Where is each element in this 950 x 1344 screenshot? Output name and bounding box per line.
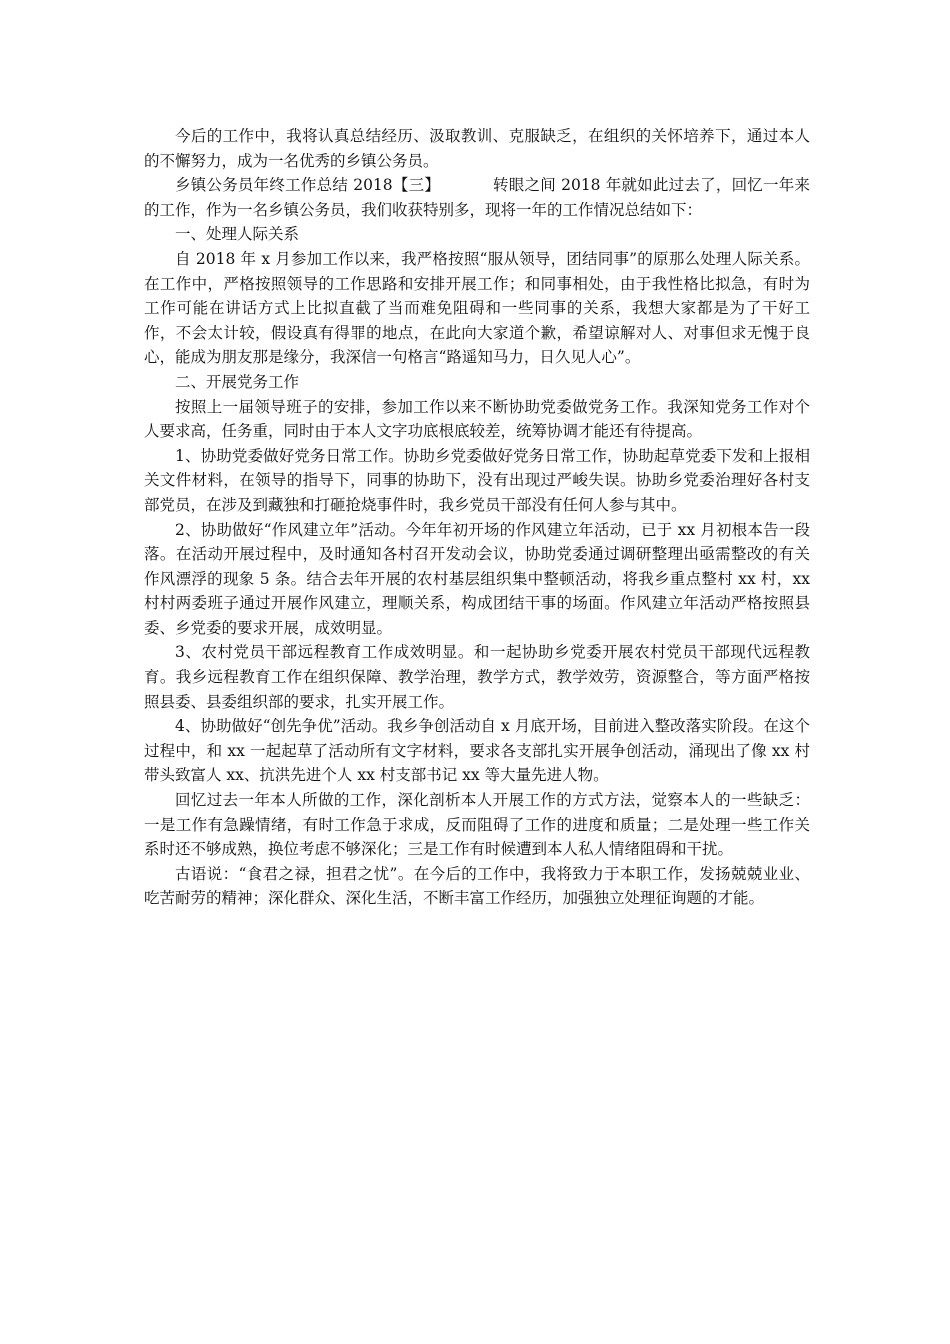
paragraph-conclusion: 古语说：“食君之禄，担君之忧”。在今后的工作中，我将致力于本职工作，发扬兢兢业业、吃苦耐劳的精神；深化群众、深化生活，不断丰富工作经历，加强独立处理征询题的才能。 — [144, 864, 810, 908]
paragraph-item-2: 2、协助做好“作风建立年”活动。今年年初开场的作风建立年活动，已于 xx 月初根本告一段落。在活动开展过程中，及时通知各村召开发动会议，协助党委通过调研整理出亟需整改的有关作风漂浮的现象 5 条。结合去年开展的农村基层组织集中整顿活动，将我乡重点整村 xx 村，xx 村村两委班子通过开展作风建立，理顺关系，构成团结干事的场面。作风建立年活动严格按照县委、乡党委的要求开展，成效明显。 — [144, 520, 810, 637]
paragraph-item-4: 4、协助做好“创先争优”活动。我乡争创活动自 x 月底开场，目前进入整改落实阶段。在这个过程中，和 xx 一起起草了活动所有文字材料，要求各支部扎实开展争创活动，涌现出了像 xx 村带头致富人 xx、抗洪先进个人 xx 村支部书记 xx 等大量先进人物。 — [144, 717, 810, 785]
paragraph-closing-previous: 今后的工作中，我将认真总结经历、汲取教训、克服缺乏，在组织的关怀培养下，通过本人的不懈努力，成为一名优秀的乡镇公务员。 — [144, 127, 810, 170]
section-intro: 转眼之间 2018 年就如此过去了，回忆一年来的工作，作为一名乡镇公务员，我们收获特别多，现将一年的工作情况总结如下： — [144, 176, 810, 219]
section-title: 乡镇公务员年终工作总结 2018【三】 — [175, 176, 441, 195]
heading-party-work: 二、开展党务工作 — [175, 372, 300, 391]
heading-interpersonal: 一、处理人际关系 — [175, 225, 300, 244]
paragraph-section-title — [144, 173, 810, 222]
paragraph-item-3: 3、农村党员干部远程教育工作成效明显。和一起协助乡党委开展农村党员干部现代远程教育。我乡远程教育工作在组织保障、教学治理，教学方式，教学效劳，资源整合，等方面严格按照县委、县委组织部的要求，扎实开展工作。 — [144, 643, 810, 711]
paragraph-party-work-intro: 按照上一届领导班子的安排，参加工作以来不断协助党委做党务工作。我深知党务工作对个人要求高，任务重，同时由于本人文字功底根底较差，统筹协调才能还有待提高。 — [144, 397, 810, 441]
paragraph-reflection: 回忆过去一年本人所做的工作，深化剖析本人开展工作的方式方法，觉察本人的一些缺乏：一是工作有急躁情绪，有时工作急于求成，反而阻碍了工作的进度和质量；二是处理一些工作关系时还不够成熟，换位考虑不够深化；三是工作有时候遭到本人私人情绪阻碍和干扰。 — [144, 791, 810, 859]
paragraph-interpersonal: 自 2018 年 x 月参加工作以来，我严格按照“服从领导，团结同事”的原那么处理人际关系。在工作中，严格按照领导的工作思路和安排开展工作；和同事相处，由于我性格比拟急，有时为工作可能在讲话方式上比拟直截了当而难免阻碍和一些同事的关系，我想大家都是为了干好工作，不会太计较，假设真有得罪的地点，在此向大家道个歉，希望谅解对人、对事但求无愧于良心，能成为朋友那是缘分，我深信一句格言“路遥知马力，日久见人心”。 — [144, 249, 810, 367]
paragraph-item-1: 1、协助党委做好党务日常工作。协助乡党委做好党务日常工作，协助起草党委下发和上报相关文件材料，在领导的指导下，同事的协助下，没有出现过严峻失误。协助乡党委治理好各村支部党员，在涉及到藏独和打砸抢烧事件时，我乡党员干部没有任何人参与其中。 — [144, 446, 810, 514]
document-body — [144, 124, 810, 911]
